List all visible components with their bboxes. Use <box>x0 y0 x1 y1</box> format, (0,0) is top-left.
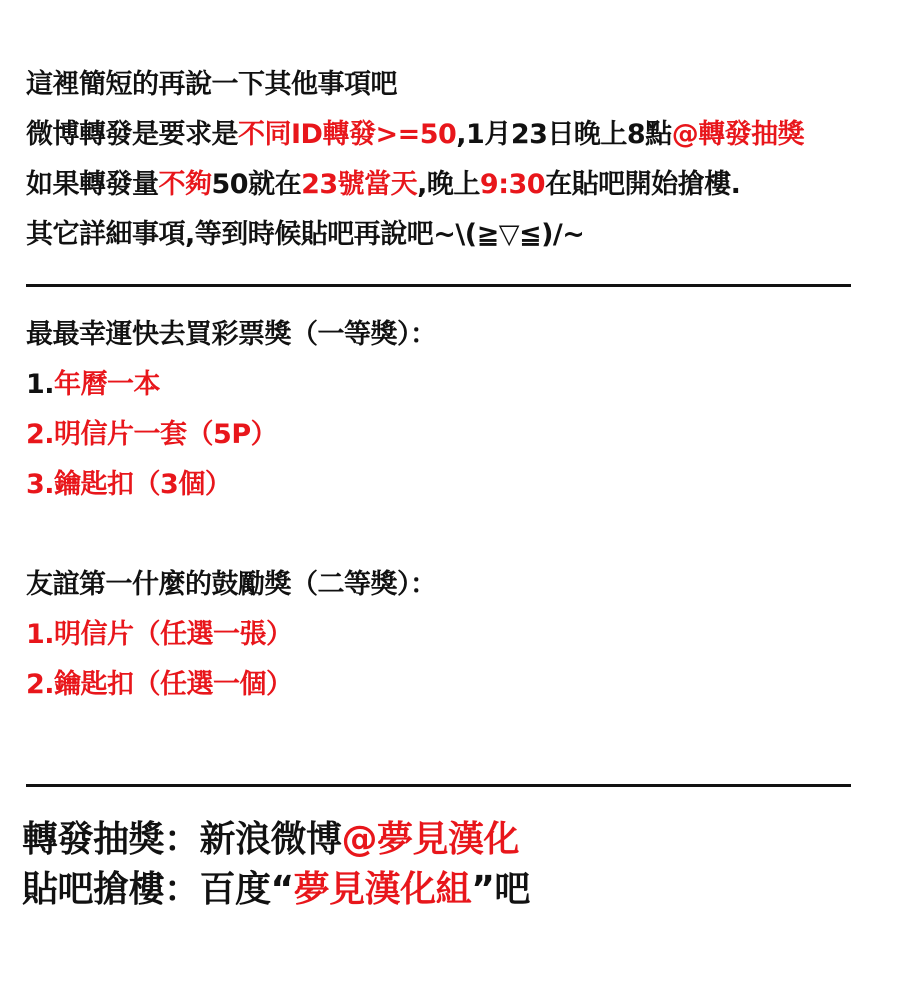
fallback-text-a: 如果轉發量 <box>26 169 159 200</box>
second-prize-heading-text: 友誼第一什麼的鼓勵獎（二等獎）： <box>26 569 437 600</box>
tieba-group-name: 夢見漢化組 <box>293 869 472 910</box>
tieba-floor-label: 貼吧搶樓：百度“ <box>22 869 294 910</box>
repost-draw-mention: @轉發抽獎 <box>671 119 805 150</box>
notice-line-2 <box>26 118 804 152</box>
repost-draw-label: 轉發抽獎：新浪微博 <box>22 819 342 860</box>
prize-item-number: 2. <box>26 419 55 450</box>
second-prize-item <box>26 618 293 652</box>
fallback-time: 9:30 <box>479 169 546 200</box>
notice-line-1 <box>26 68 397 102</box>
prize-item-number: 1. <box>26 369 55 400</box>
fallback-not-enough: 不夠 <box>158 169 212 200</box>
prize-item-text: 明信片（任選一張） <box>54 619 293 650</box>
draw-date-text: ,1月23日晚上8點 <box>456 119 672 150</box>
first-prize-item <box>26 418 277 452</box>
prize-item-number: 3. <box>26 469 55 500</box>
prize-item-text: 年曆一本 <box>54 369 161 400</box>
fallback-text-e: ,晚上 <box>417 169 480 200</box>
second-prize-heading <box>26 568 437 602</box>
repost-threshold: 不同ID轉發>=50 <box>238 119 457 150</box>
notice-line-1-text: 這裡簡短的再說一下其他事項吧 <box>26 69 397 100</box>
fallback-text-g: 在貼吧開始搶樓. <box>545 169 741 200</box>
tieba-floor-suffix: ”吧 <box>471 869 530 910</box>
repost-requirement-text: 微博轉發是要求是 <box>26 119 238 150</box>
repost-draw-line <box>22 818 519 862</box>
prize-item-number: 2. <box>26 669 55 700</box>
first-prize-heading-text: 最最幸運快去買彩票獎（一等獎）： <box>26 319 437 350</box>
prize-item-text: 鑰匙扣（3個） <box>54 469 232 500</box>
notice-line-3 <box>26 168 740 202</box>
tieba-floor-line <box>22 868 530 912</box>
notice-line-4-text: 其它詳細事項,等到時候貼吧再說吧~\(≧▽≦)/~ <box>26 219 585 250</box>
prize-item-number: 1. <box>26 619 55 650</box>
prize-item-text: 鑰匙扣（任選一個） <box>54 669 293 700</box>
fallback-text-c: 50就在 <box>211 169 302 200</box>
first-prize-item <box>26 468 231 502</box>
weibo-handle: @夢見漢化 <box>341 819 520 860</box>
second-prize-item <box>26 668 293 702</box>
first-prize-heading <box>26 318 437 352</box>
fallback-date: 23號當天 <box>301 169 418 200</box>
first-prize-item <box>26 368 160 402</box>
divider <box>26 284 851 287</box>
prize-item-text: 明信片一套（5P） <box>54 419 278 450</box>
notice-line-4 <box>26 218 584 252</box>
divider <box>26 784 851 787</box>
